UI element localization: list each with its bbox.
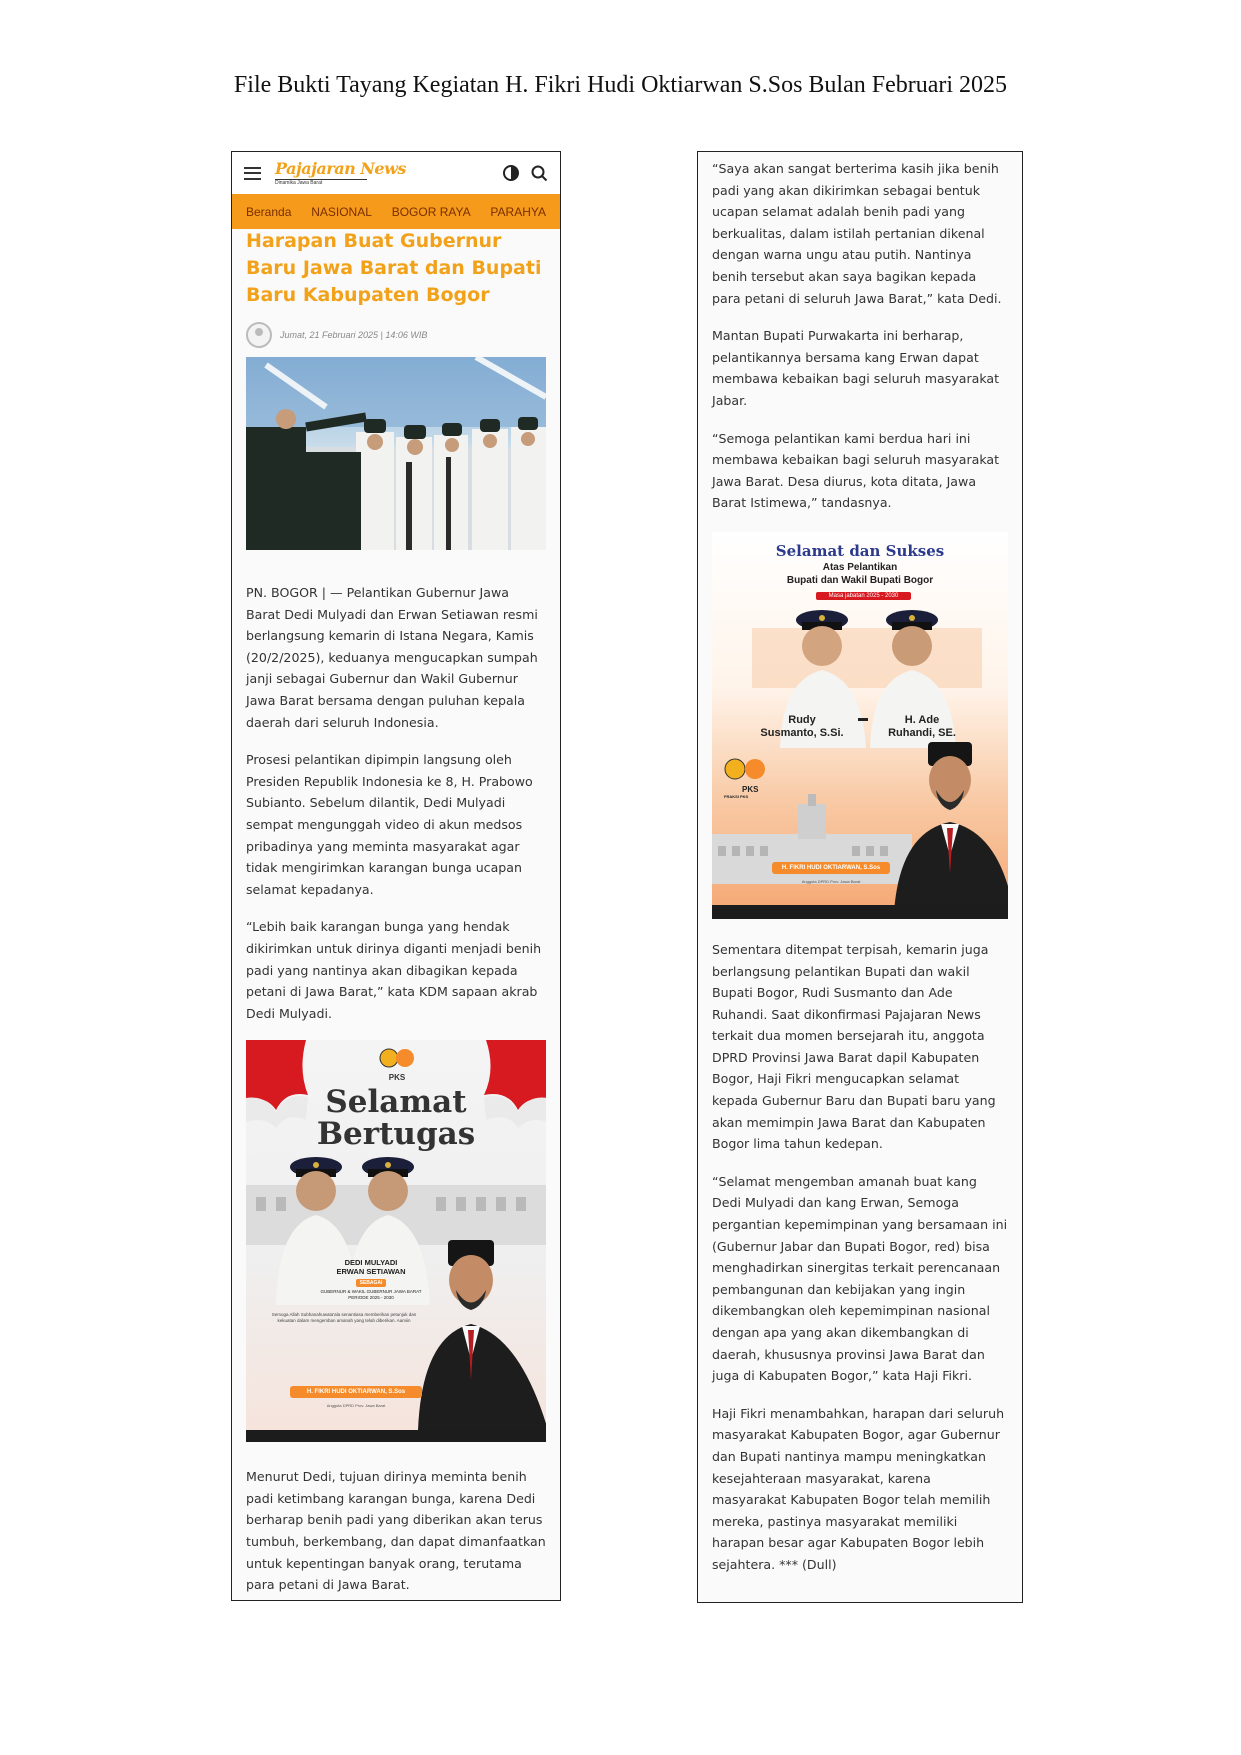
prayer-text: Semoga Allah Subhanahuwata'ala senantiasa memberikan petunjuk dan kekuatan dalam mengemban amanah yang telah diberikan. Aamiin — [271, 1312, 417, 1324]
paragraph: “Semoga pelantikan kami berdua hari ini membawa kebaikan bagi seluruh masyarakat Jawa Barat. Desa diurus, kota ditata, Jawa Barat Istimewa,” tandasnya. — [712, 430, 1000, 511]
poster-footer-strip — [246, 1430, 546, 1442]
left-name-line2: Susmanto, S.Si. — [760, 727, 844, 740]
fikri-name-tag: H. FIKRI HUDI OKTIARWAN, S.Sos — [772, 862, 890, 874]
paragraph: Sementara ditempat terpisah, kemarin juga berlangsung pelantikan Bupati dan wakil Bupati Bogor, Rudi Susmanto dan Ade Ruhandi. Saat dikonfirmasi Pajajaran News terkait dua momen bersejarah itu, anggota DPRD Provinsi Jawa Barat dapil Kabupaten Bogor, Haji Fikri mengucapkan selamat kepada Gubernur Baru dan Bupati baru yang akan memimpin Jawa Barat dan Kabupaten Bogor lima tahun kedepan. — [712, 941, 996, 1152]
right-name-line1: H. Ade — [904, 713, 940, 726]
poster-title-line1: Selamat — [325, 1084, 467, 1121]
left-regent-name — [752, 714, 852, 740]
paragraph: Haji Fikri menambahkan, harapan dari seluruh masyarakat Kabupaten Bogor, agar Gubernur dan Bupati nantinya mampu meningkatkan kesejahteraan masyarakat, karena masyarakat Kabupaten Bogor telah memilih mereka, pastinya masyarakat memiliki harapan besar agar Kabupaten Bogor lebih sejahtera. *** (Dull) — [712, 1405, 1005, 1572]
party-emblem-icon — [379, 1048, 415, 1068]
swearing-in-photo — [246, 357, 546, 550]
right-regent-name — [882, 714, 962, 740]
nav-item-beranda[interactable]: Beranda — [246, 204, 292, 219]
governor-names — [316, 1258, 426, 1300]
main-nav — [232, 194, 560, 229]
paragraph: Menurut Dedi, tujuan dirinya meminta benih padi ketimbang karangan bunga, karena Dedi berharap benih padi yang diberikan akan terus tumbuh, berkembang, dan dapat dimanfaatkan untuk kepentingan banyak orang, terutama para petani di Jawa Barat. — [246, 1469, 546, 1593]
site-header — [232, 152, 560, 194]
period-text: PERIODE 2025 - 2030 — [348, 1294, 394, 1300]
role-text: GUBERNUR & WAKIL GUBERNUR JAWA BARAT — [320, 1289, 422, 1295]
author-avatar[interactable] — [246, 322, 272, 348]
pks-logo — [372, 1048, 422, 1082]
menu-icon[interactable] — [244, 167, 261, 180]
nav-item-nasional[interactable]: NASIONAL — [311, 204, 372, 219]
paragraph: “Lebih baik karangan bunga yang hendak dikirimkan untuk dirinya diganti menjadi benih padi yang nantinya akan dibagikan kepada petani di Jawa Barat,” kata KDM sapaan akrab Dedi Mulyadi. — [246, 919, 542, 1021]
nav-item-parahya[interactable]: PARAHYA — [490, 204, 546, 219]
article-date: Jumat, 21 Februari 2025 | 14:06 WIB — [280, 330, 428, 340]
search-icon[interactable] — [530, 164, 548, 182]
logo-tagline: Dinamika Jawa Barat — [275, 179, 367, 186]
paragraph: “Selamat mengemban amanah buat kang Dedi Mulyadi dan kang Erwan, Semoga pergantian kepemimpinan yang bersamaan ini (Gubernur Jabar dan Bupati Bogor, red) bisa menghadirkan sinergitas terkait perencanaan pembangunan dan kebijakan yang ingin dikembangkan oleh kepemimpinan nasional dengan apa yang akan dikembangkan di daerah, khususnya provinsi Jawa Barat dan juga di Kabupaten Bogor,” kata Haji Fikri. — [712, 1173, 1008, 1384]
article-headline: Harapan Buat Gubernur Baru Jawa Barat dan Bupati Baru Kabupaten Bogor — [246, 230, 542, 306]
fraksi-label: FRAKSI PKS — [724, 793, 749, 799]
right-name-line2: Ruhandi, SE. — [888, 727, 956, 740]
fikri-role: Anggota DPRD Prov. Jawa Barat — [801, 878, 861, 884]
document-title: File Bukti Tayang Kegiatan H. Fikri Hudi Oktiarwan S.Sos Bulan Februari 2025 — [233, 72, 1008, 98]
poster-footer-strip — [712, 905, 1008, 919]
party-label: PKS — [388, 1073, 406, 1083]
role-badge: SEBAGAI — [356, 1279, 387, 1287]
nav-item-bogor-raya[interactable]: BOGOR RAYA — [391, 204, 471, 219]
poster-selamat-bertugas — [246, 1040, 546, 1442]
poster-selamat-sukses — [712, 532, 1008, 919]
paragraph: Mantan Bupati Purwakarta ini berharap, pelantikannya bersama kang Erwan dapat membawa kebaikan bagi seluruh masyarakat Jabar. — [712, 328, 1000, 408]
article-meta — [246, 321, 546, 349]
paragraph: PN. BOGOR | — Pelantikan Gubernur Jawa Barat Dedi Mulyadi dan Erwan Setiawan resmi berlangsung kemarin di Istana Negara, Kamis (20/2/2025), keduanya mengucapkan sumpah janji sebagai Gubernur dan Wakil Gubernur Jawa Barat bersama dengan puluhan kepala daerah dari seluruh Indonesia. — [246, 585, 538, 730]
fikri-portrait — [892, 742, 1008, 912]
site-logo[interactable] — [275, 158, 406, 186]
article-continued — [698, 152, 1022, 1576]
fikri-portrait — [418, 1240, 546, 1430]
left-name-line1: Rudy — [788, 713, 816, 726]
poster-subtitle2: Bupati dan Wakil Bupati Bogor — [786, 574, 934, 586]
article — [232, 228, 560, 1596]
period-badge: Masa jabatan 2025 - 2030 — [816, 592, 911, 600]
paragraph: “Saya akan sangat berterima kasih jika benih padi yang akan dikirimkan sebagai bentuk ucapan selamat adalah benih padi yang berkualitas, dalam istilah pertanian dikenal dengan warna ungu atau putih. Nantinya benih tersebut akan saya bagikan kepada para petani di seluruh Jawa Barat,” kata Dedi. — [712, 161, 1002, 306]
poster-title-line2: Bertugas — [316, 1116, 476, 1153]
article-photo — [246, 357, 546, 550]
party-label: PKS — [742, 784, 759, 794]
poster-subtitle1: Atas Pelantikan — [822, 561, 898, 573]
name-line2: ERWAN SETIAWAN — [336, 1267, 406, 1277]
poster-title: Selamat dan Sukses — [775, 541, 945, 560]
party-emblem-icon — [724, 758, 768, 780]
fikri-name-tag: H. FIKRI HUDI OKTIARWAN, S.Sos — [290, 1386, 422, 1398]
fikri-role: Anggota DPRD Prov. Jawa Barat — [326, 1403, 386, 1409]
dark-mode-icon[interactable] — [502, 164, 520, 182]
name-line1: DEDI MULYADI — [344, 1258, 398, 1268]
logo-name: Pajajaran News — [275, 158, 406, 178]
paragraph: Prosesi pelantikan dipimpin langsung oleh Presiden Republik Indonesia ke 8, H. Prabowo Subianto. Sebelum dilantik, Dedi Mulyadi sempat mengunggah video di akun medsos pribadinya yang meminta masyarakat agar tidak mengirimkan karangan bunga ucapan selamat kepadanya. — [246, 752, 533, 897]
screenshot-right — [697, 151, 1023, 1603]
pks-logo — [724, 758, 774, 799]
screenshot-left — [231, 151, 561, 1601]
